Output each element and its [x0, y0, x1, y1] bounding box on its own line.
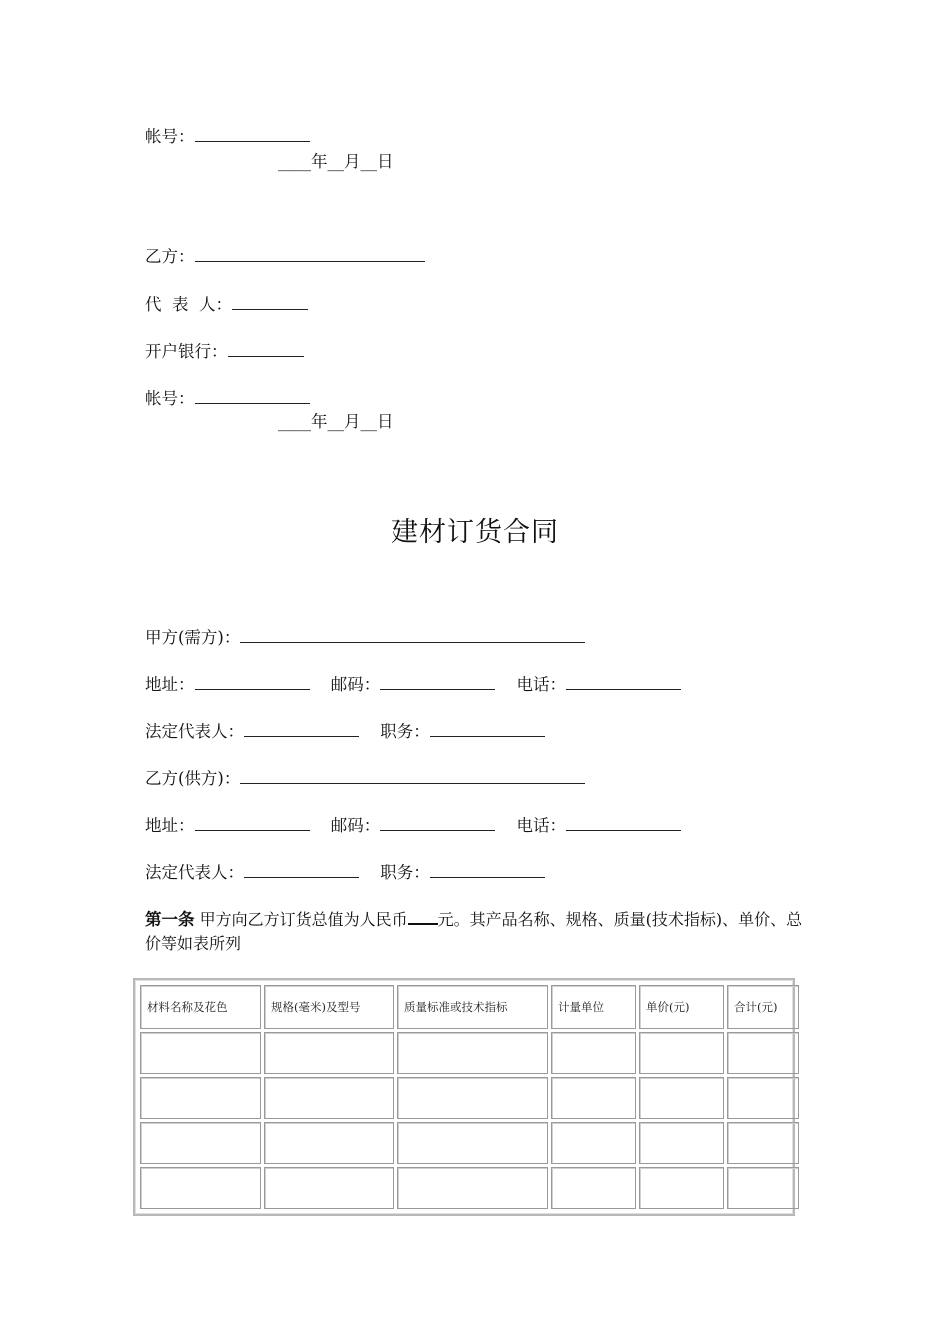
party-b-rep-line	[145, 862, 545, 884]
table-row	[140, 1122, 799, 1164]
table-cell[interactable]	[639, 1167, 724, 1209]
table-cell[interactable]	[639, 1122, 724, 1164]
rep-line	[145, 294, 308, 316]
table-cell[interactable]	[727, 1167, 799, 1209]
phone-blank[interactable]	[566, 674, 681, 690]
rep-label: 代 表 人：	[145, 295, 232, 314]
address-label: 地址：	[145, 675, 195, 694]
position-label: 职务：	[380, 722, 430, 741]
postcode-blank[interactable]	[380, 815, 495, 831]
table-header-row	[140, 985, 799, 1029]
postcode-label: 邮码：	[330, 675, 381, 694]
b-date-line: ____年__月__日	[278, 412, 394, 431]
table-cell[interactable]	[264, 1077, 394, 1119]
legal-rep-label: 法定代表人：	[145, 722, 244, 741]
postcode-blank[interactable]	[380, 674, 495, 690]
address-blank[interactable]	[195, 815, 310, 831]
party-a-label: 甲方(需方)：	[145, 628, 241, 647]
rep-blank[interactable]	[232, 294, 308, 310]
top-account-label: 帐号：	[145, 127, 195, 146]
legal-rep-blank[interactable]	[244, 721, 359, 737]
table-cell[interactable]	[727, 1032, 799, 1074]
goods-table	[133, 978, 795, 1216]
table-header-cell: 材料名称及花色	[140, 985, 261, 1029]
contract-title: 建材订货合同	[391, 517, 559, 548]
table-cell[interactable]	[264, 1032, 394, 1074]
table-cell[interactable]	[727, 1077, 799, 1119]
b-account-blank[interactable]	[195, 388, 310, 404]
bank-label: 开户银行：	[145, 342, 228, 361]
party-b-blank[interactable]	[195, 246, 425, 262]
party-b-sign-line	[145, 246, 425, 268]
phone-blank[interactable]	[566, 815, 681, 831]
position-blank[interactable]	[430, 721, 545, 737]
party-b-contract-label: 乙方(供方)：	[145, 769, 241, 788]
table-cell[interactable]	[264, 1167, 394, 1209]
table-cell[interactable]	[551, 1077, 636, 1119]
bank-blank[interactable]	[228, 341, 304, 357]
party-a-line	[145, 627, 585, 649]
table-cell[interactable]	[551, 1032, 636, 1074]
position-label: 职务：	[380, 863, 430, 882]
table-header-cell: 单价(元)	[639, 985, 724, 1029]
table-header-cell: 规格(毫米)及型号	[264, 985, 394, 1029]
table-header-cell: 质量标准或技术指标	[397, 985, 548, 1029]
party-b-contract-line	[145, 768, 585, 790]
table-header-cell: 计量单位	[551, 985, 636, 1029]
party-a-rep-line	[145, 721, 545, 743]
table-cell[interactable]	[727, 1122, 799, 1164]
table-row	[140, 1077, 799, 1119]
table-cell[interactable]	[140, 1122, 261, 1164]
party-a-address-line	[145, 674, 681, 696]
table-cell[interactable]	[140, 1167, 261, 1209]
party-b-address-line	[145, 815, 681, 837]
party-b-label: 乙方：	[145, 247, 195, 266]
table-cell[interactable]	[639, 1077, 724, 1119]
legal-rep-blank[interactable]	[244, 862, 359, 878]
party-b-contract-blank[interactable]	[240, 768, 585, 784]
bank-line	[145, 341, 304, 363]
party-a-blank[interactable]	[240, 627, 585, 643]
article-1-text-b: 元。其产品名称、规格、质量(技术指标)、单价、总价等如表所列	[145, 910, 803, 953]
phone-label: 电话：	[516, 675, 566, 694]
table-cell[interactable]	[639, 1032, 724, 1074]
table-cell[interactable]	[397, 1122, 548, 1164]
top-account-blank[interactable]	[195, 126, 310, 142]
top-account-line	[145, 126, 310, 148]
table-cell[interactable]	[551, 1167, 636, 1209]
table-row	[140, 1167, 799, 1209]
table-header-cell: 合计(元)	[727, 985, 799, 1029]
table-row	[140, 1032, 799, 1074]
table-cell[interactable]	[264, 1122, 394, 1164]
table-cell[interactable]	[140, 1032, 261, 1074]
table-cell[interactable]	[140, 1077, 261, 1119]
article-1-heading: 第一条	[145, 910, 195, 929]
phone-label: 电话：	[516, 816, 566, 835]
article-1	[145, 908, 805, 956]
address-blank[interactable]	[195, 674, 310, 690]
legal-rep-label: 法定代表人：	[145, 863, 244, 882]
article-1-text-a: 甲方向乙方订货总值为人民币	[199, 910, 408, 929]
amount-blank[interactable]	[408, 909, 438, 925]
top-date-line: ____年__月__日	[278, 152, 394, 171]
table-cell[interactable]	[397, 1077, 548, 1119]
address-label: 地址：	[145, 816, 195, 835]
table-cell[interactable]	[551, 1122, 636, 1164]
b-account-label: 帐号：	[145, 389, 195, 408]
position-blank[interactable]	[430, 862, 545, 878]
table-cell[interactable]	[397, 1032, 548, 1074]
table-cell[interactable]	[397, 1167, 548, 1209]
postcode-label: 邮码：	[330, 816, 381, 835]
b-account-line	[145, 388, 310, 410]
